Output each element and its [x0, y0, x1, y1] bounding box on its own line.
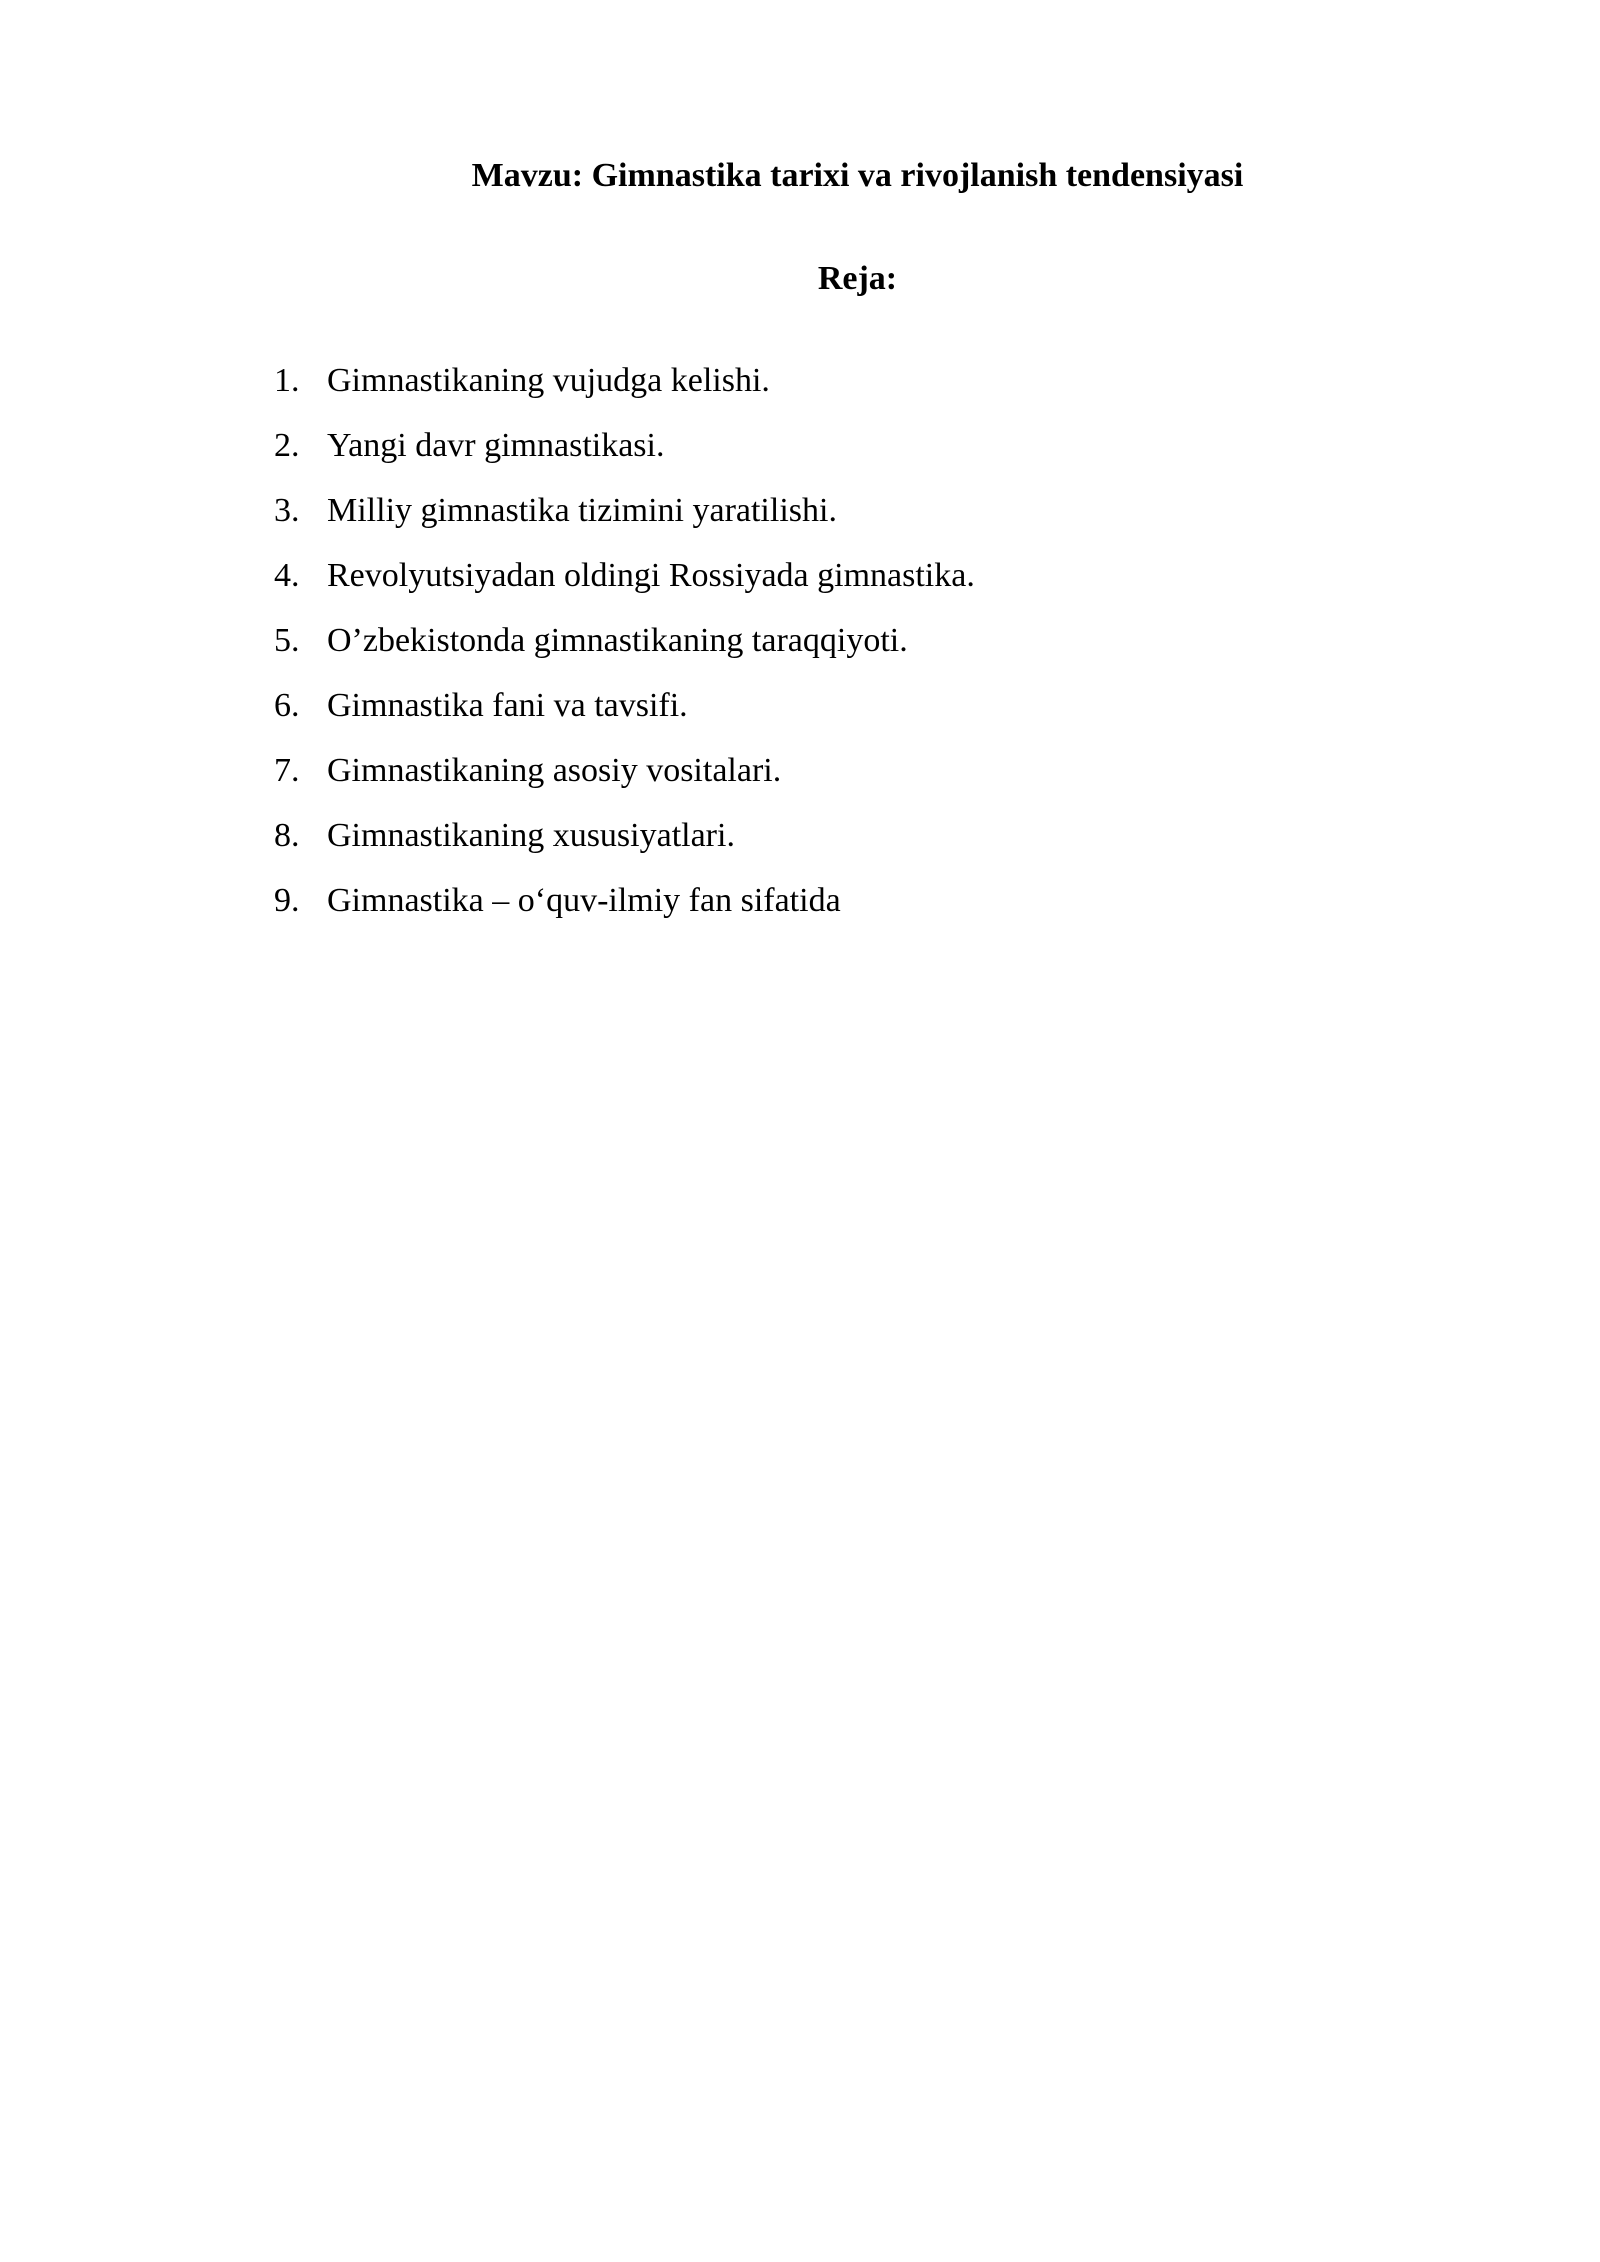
plan-item-text: Gimnastikaning asosiy vositalari. — [327, 752, 782, 789]
plan-heading: Reja: — [817, 260, 898, 297]
plan-item — [274, 745, 975, 810]
plan-item-number: 6. — [274, 687, 300, 724]
page-title: Mavzu: Gimnastika tarixi va rivojlanish tendensiyasi — [471, 157, 1244, 194]
plan-item — [274, 875, 975, 940]
plan-item — [274, 485, 975, 550]
plan-item-text: Gimnastika fani va tavsifi. — [327, 687, 688, 724]
plan-item-number: 9. — [274, 882, 300, 919]
plan-item-number: 8. — [274, 817, 300, 854]
plan-item — [274, 355, 975, 420]
plan-item-number: 4. — [274, 557, 300, 594]
plan-item-number: 3. — [274, 492, 300, 529]
plan-item-text: Gimnastika – o‘quv-ilmiy fan sifatida — [327, 882, 841, 919]
plan-item — [274, 420, 975, 485]
plan-item-number: 2. — [274, 427, 300, 464]
plan-item-number: 7. — [274, 752, 300, 789]
plan-item — [274, 680, 975, 745]
plan-item — [274, 615, 975, 680]
plan-item-text: Yangi davr gimnastikasi. — [327, 427, 665, 464]
plan-item-text: Revolyutsiyadan oldingi Rossiyada gimnastika. — [327, 557, 975, 594]
plan-item-number: 1. — [274, 362, 300, 399]
plan-item-text: Gimnastikaning xususiyatlari. — [327, 817, 735, 854]
plan-item-text: Gimnastikaning vujudga kelishi. — [327, 362, 770, 399]
plan-item — [274, 550, 975, 615]
plan-item-text: O’zbekistonda gimnastikaning taraqqiyoti. — [327, 622, 908, 659]
plan-item-text: Milliy gimnastika tizimini yaratilishi. — [327, 492, 837, 529]
plan-list — [274, 355, 975, 940]
plan-item-number: 5. — [274, 622, 300, 659]
plan-item — [274, 810, 975, 875]
